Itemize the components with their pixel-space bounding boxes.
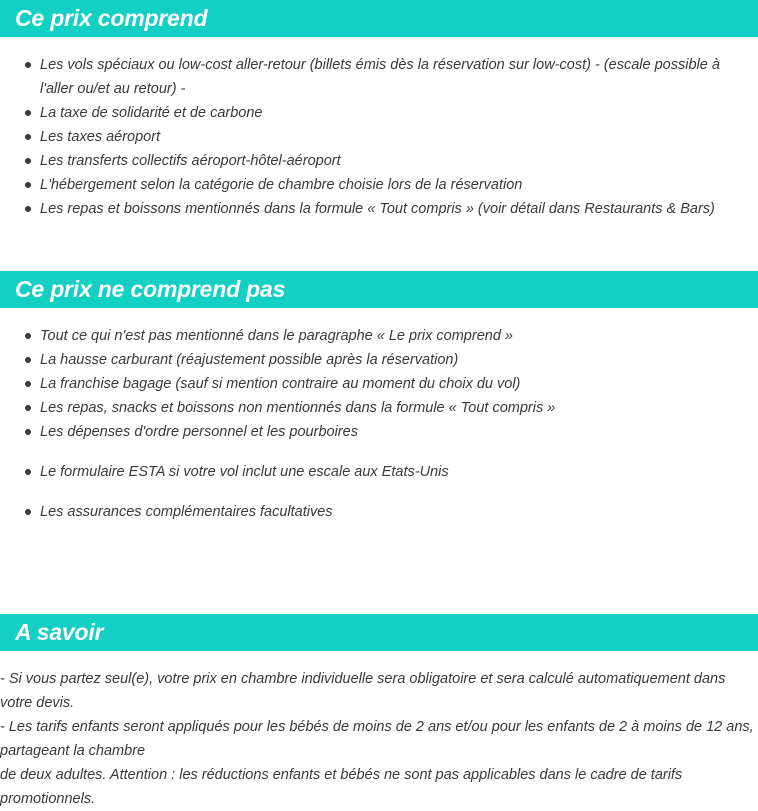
bullet-icon <box>25 509 31 515</box>
list-item: Les repas et boissons mentionnés dans la formule « Tout compris » (voir détail dans Restaurants & Bars) <box>0 197 758 221</box>
section-header-not-included: Ce prix ne comprend pas <box>0 271 758 308</box>
bullet-icon <box>25 206 31 212</box>
bullet-icon <box>25 333 31 339</box>
list-item: Les assurances complémentaires facultatives <box>0 500 758 524</box>
list-item: Les transferts collectifs aéroport-hôtel-aéroport <box>0 149 758 173</box>
list-item: Les vols spéciaux ou low-cost aller-retour (billets émis dès la réservation sur low-cost) - (escale possible à l'aller ou/et au retour) - <box>0 53 758 101</box>
list-item: Tout ce qui n'est pas mentionné dans le paragraphe « Le prix comprend » <box>0 324 758 348</box>
savoir-line: - Les tarifs enfants seront appliqués pour les bébés de moins de 2 ans et/ou pour les enfants de 2 à moins de 12 ans, partageant la chambre <box>0 719 754 759</box>
list-item: Les dépenses d'ordre personnel et les pourboires <box>0 420 758 444</box>
bullet-icon <box>25 182 31 188</box>
section-header-savoir: A savoir <box>0 614 758 651</box>
savoir-text <box>0 667 758 811</box>
bullet-icon <box>25 357 31 363</box>
bullet-icon <box>25 158 31 164</box>
not-included-list <box>0 324 758 524</box>
savoir-line: de deux adultes. Attention : les réductions enfants et bébés ne sont pas applicables dans le cadre de tarifs promotionnels. <box>0 767 683 807</box>
bullet-icon <box>25 134 31 140</box>
savoir-line: - Si vous partez seul(e), votre prix en chambre individuelle sera obligatoire et sera calculé automatiquement dans votre devis. <box>0 671 726 711</box>
included-list <box>0 53 758 221</box>
bullet-icon <box>25 405 31 411</box>
list-item: Les taxes aéroport <box>0 125 758 149</box>
bullet-icon <box>25 469 31 475</box>
list-item: La franchise bagage (sauf si mention contraire au moment du choix du vol) <box>0 372 758 396</box>
bullet-icon <box>25 110 31 116</box>
list-item: La taxe de solidarité et de carbone <box>0 101 758 125</box>
section-header-included: Ce prix comprend <box>0 0 758 37</box>
list-item: Les repas, snacks et boissons non mentionnés dans la formule « Tout compris » <box>0 396 758 420</box>
list-item: L'hébergement selon la catégorie de chambre choisie lors de la réservation <box>0 173 758 197</box>
list-item: Le formulaire ESTA si votre vol inclut une escale aux Etats-Unis <box>0 460 758 484</box>
bullet-icon <box>25 62 31 68</box>
bullet-icon <box>25 429 31 435</box>
bullet-icon <box>25 381 31 387</box>
list-item: La hausse carburant (réajustement possible après la réservation) <box>0 348 758 372</box>
